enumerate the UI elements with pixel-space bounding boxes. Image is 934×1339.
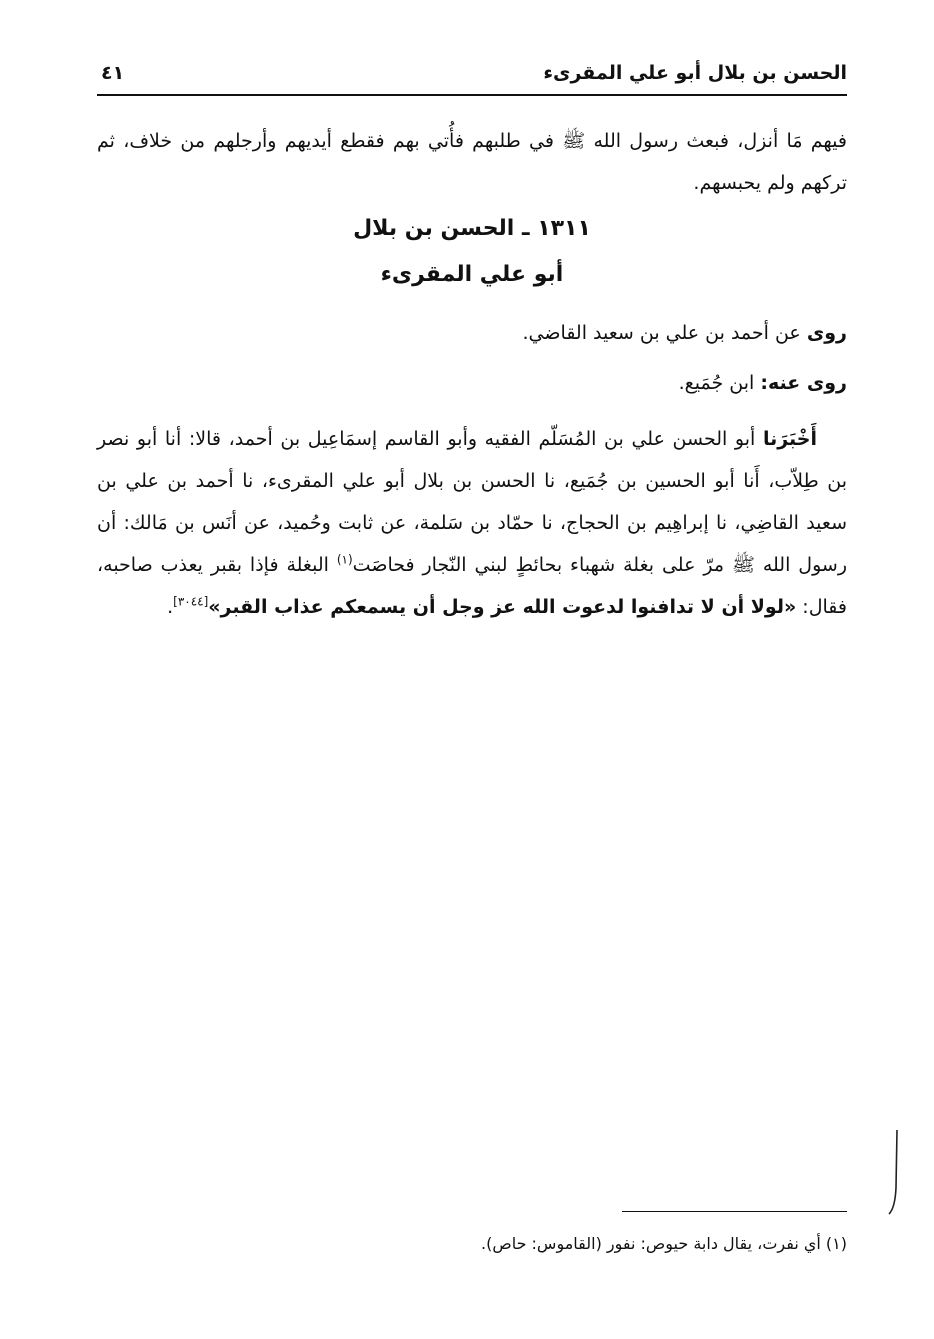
- narrated-by-line: [97, 372, 847, 394]
- footnote: (١) أي نفرت، يقال دابة حيوص: نفور (القاموس: حاص).: [481, 1234, 847, 1253]
- narrated-by-text: ابن جُمَيع.: [678, 372, 755, 394]
- footnote-divider: [622, 1211, 847, 1212]
- hadith-end: .: [167, 596, 174, 618]
- hadith-chain: أبو الحسن علي بن المُسَلّم الفقيه وأبو القاسم إسمَاعِيل بن أحمد، قالا: أنا أبو نصر بن طِلاّب، أَنا أبو الحسين بن جُمَيع، نا الحسن بن بلال أبو علي المقرىء، نا أحمد بن علي بن سعيد القاضِي، نا إبراهِيم بن الحجاج، نا حمّاد بن سَلمة، عن ثابت وحُميد، عن أنَس بن مَالك: أن رسول الله ﷺ مرّ على بغلة شهباء بحائطٍ لبني النّجار فحاصَت: [97, 428, 847, 576]
- entry-kunya: أبو علي المقرىء: [380, 262, 564, 287]
- margin-pen-mark: [886, 1128, 902, 1218]
- entry-title: ١٣١١ ـ الحسن بن بلال: [353, 216, 591, 241]
- page-number: ٤١: [101, 62, 125, 84]
- hadith-text-after: البغلة فإذا بقبر يعذب صاحبه، فقال:: [97, 554, 847, 618]
- page-header: [97, 58, 847, 96]
- continued-paragraph: فيهم مَا أنزل، فبعث رسول الله ﷺ في طلبهم فأُتي بهم فقطع أيديهم وأرجلهم من خلاف، ثم تركهم ولم يحبسهم.: [97, 130, 847, 194]
- running-title: الحسن بن بلال أبو علي المقرىء: [543, 62, 847, 84]
- footnote-marker: (١): [336, 552, 353, 567]
- hadith-quote: «لولا أن لا تدافنوا لدعوت الله عز وجل أن يسمعكم عذاب القبر»: [208, 596, 797, 618]
- hadith-paragraph: [97, 418, 847, 628]
- narrated-from-label: روى: [806, 322, 847, 344]
- narrated-from-line: [97, 322, 847, 344]
- narrated-by-label: روى عنه:: [760, 372, 847, 394]
- hadith-lead: أَخْبَرَنا: [762, 428, 817, 450]
- hadith-reference: [٣٠٤٤]: [173, 594, 209, 609]
- narrated-from-text: عن أحمد بن علي بن سعيد القاضي.: [522, 322, 801, 344]
